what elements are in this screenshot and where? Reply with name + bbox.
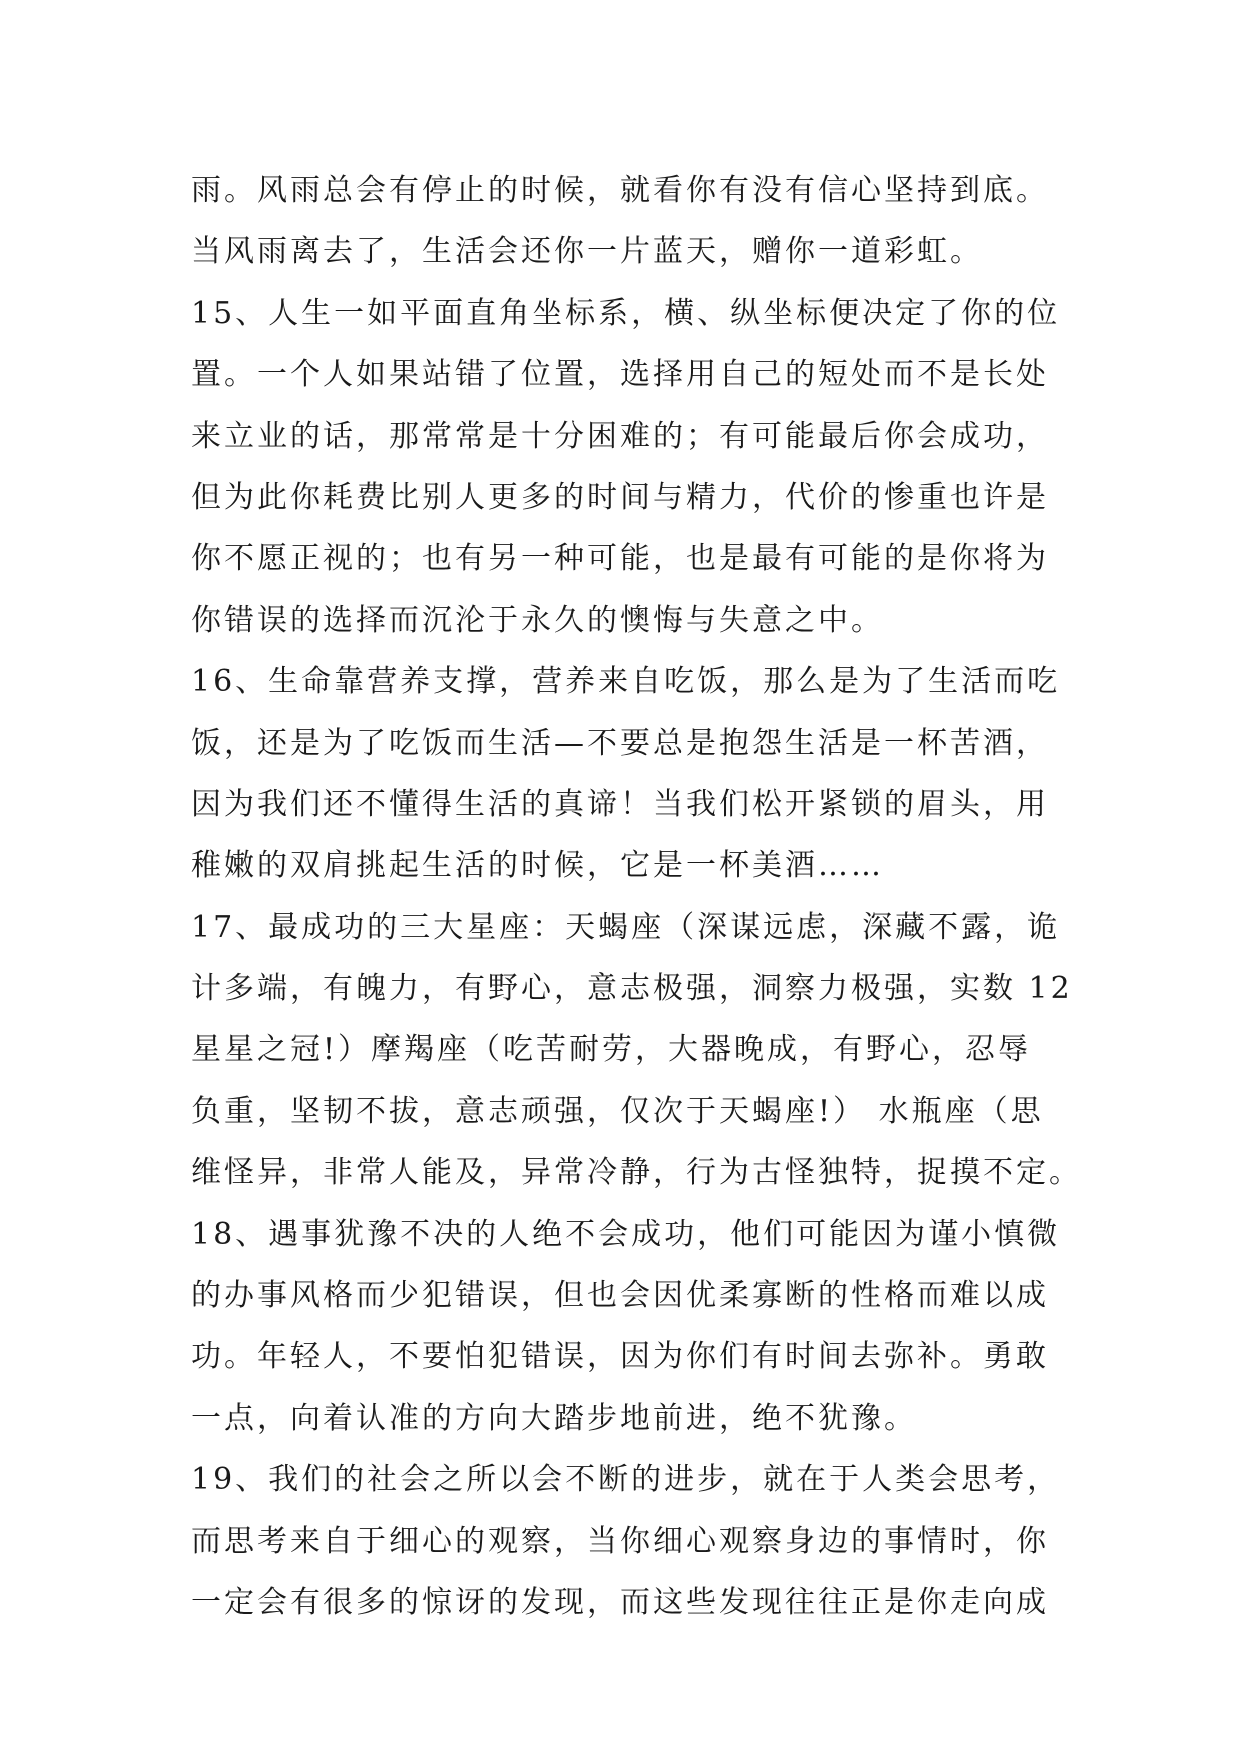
text-line: 19、我们的社会之所以会不断的进步，就在于人类会思考， (191, 1462, 1061, 1498)
text-line: 但为此你耗费比别人更多的时间与精力，代价的惨重也许是 (191, 479, 1049, 515)
text-line: 来立业的话，那常常是十分困难的；有可能最后你会成功， (191, 418, 1049, 454)
text-line: 18、遇事犹豫不决的人绝不会成功，他们可能因为谨小慎微 (191, 1216, 1061, 1252)
text-line: 置。一个人如果站错了位置，选择用自己的短处而不是长处 (191, 357, 1049, 393)
text-line: 功。年轻人，不要怕犯错误，因为你们有时间去弥补。勇敢 (191, 1339, 1049, 1375)
body-text (191, 160, 1082, 1633)
text-line: 负重，坚韧不拔，意志顽强，仅次于天蝎座!） 水瓶座（思 (191, 1093, 1044, 1129)
text-line: 饭，还是为了吃饭而生活—不要总是抱怨生活是一杯苦酒， (191, 725, 1049, 761)
text-line: 一点，向着认准的方向大踏步地前进，绝不犹豫。 (191, 1400, 917, 1436)
text-line: 而思考来自于细心的观察，当你细心观察身边的事情时，你 (191, 1523, 1049, 1559)
text-line: 的办事风格而少犯错误，但也会因优柔寡断的性格而难以成 (191, 1278, 1049, 1314)
text-line: 星星之冠!）摩羯座（吃苦耐劳，大器晚成，有野心，忍辱 (191, 1032, 1032, 1068)
text-line: 你不愿正视的；也有另一种可能，也是最有可能的是你将为 (191, 541, 1049, 577)
text-line: 维怪异，非常人能及，异常冷静，行为古怪独特，捉摸不定。 (191, 1155, 1082, 1191)
text-line: 一定会有很多的惊讶的发现，而这些发现往往正是你走向成 (191, 1584, 1049, 1620)
text-line: 因为我们还不懂得生活的真谛！当我们松开紧锁的眉头，用 (191, 786, 1049, 822)
text-line: 稚嫩的双肩挑起生活的时候，它是一杯美酒…… (191, 848, 884, 884)
text-line: 计多端，有魄力，有野心，意志极强，洞察力极强，实数 12 (191, 971, 1073, 1007)
text-line: 雨。风雨总会有停止的时候，就看你有没有信心坚持到底。 (191, 173, 1049, 208)
text-line: 17、最成功的三大星座：天蝎座（深谋远虑，深藏不露，诡 (191, 909, 1061, 945)
text-line: 你错误的选择而沉沦于永久的懊悔与失意之中。 (191, 602, 884, 638)
text-line: 15、人生一如平面直角坐标系，横、纵坐标便决定了你的位 (191, 295, 1061, 331)
text-line: 16、生命靠营养支撑，营养来自吃饭，那么是为了生活而吃 (191, 664, 1061, 700)
text-line: 当风雨离去了，生活会还你一片蓝天，赠你一道彩虹。 (191, 234, 983, 270)
